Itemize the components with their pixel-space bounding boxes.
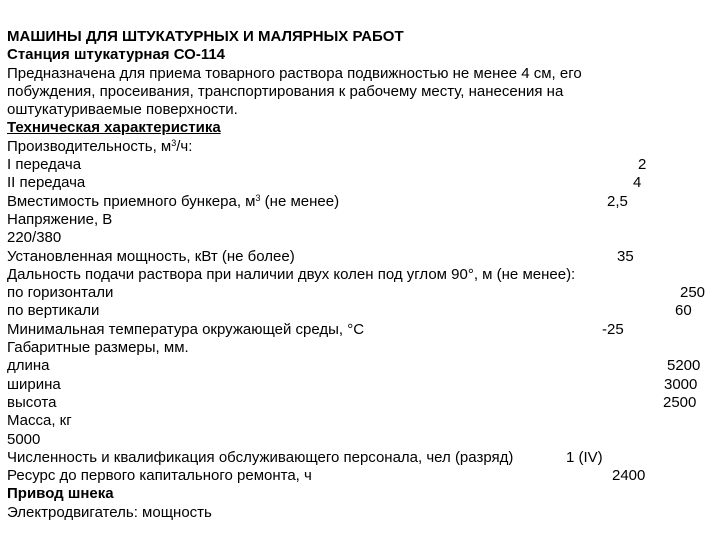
power-label: Установленная мощность, кВт (не более) xyxy=(7,247,295,265)
mass-value: 5000 xyxy=(7,430,41,448)
gear2-label: II передача xyxy=(7,174,86,192)
resource-row xyxy=(7,467,713,485)
distance-label: Дальность подачи раствора при наличии двух колен под углом 90°, м (не менее): xyxy=(7,265,576,283)
productivity-unit: /ч: xyxy=(176,137,193,155)
voltage-value: 220/380 xyxy=(7,229,62,247)
gear1-row xyxy=(7,156,713,174)
gear2-row xyxy=(7,174,713,192)
horizontal-label: по горизонтали xyxy=(7,284,114,302)
document-title: МАШИНЫ ДЛЯ ШТУКАТУРНЫХ И МАЛЯРНЫХ РАБОТ xyxy=(7,28,404,45)
motor-power-label: Электродвигатель: мощность xyxy=(7,503,212,521)
hopper-row xyxy=(7,193,713,211)
hopper-label-b: (не менее) xyxy=(260,192,340,210)
power-row xyxy=(7,248,713,266)
height-value: 2500 xyxy=(663,393,697,411)
spec-heading: Техническая характеристика xyxy=(7,119,221,137)
dimensions-label: Габаритные размеры, мм. xyxy=(7,339,189,357)
productivity-sup: 3 xyxy=(171,137,177,148)
hopper-label-a: Вместимость приемного бункера, м xyxy=(7,192,256,210)
auger-heading: Привод шнека xyxy=(7,485,114,503)
min-temp-row xyxy=(7,321,713,339)
gear1-value: 2 xyxy=(638,156,647,174)
document-subtitle: Станция штукатурная СО-114 xyxy=(7,46,226,64)
width-row xyxy=(7,376,713,394)
horizontal-value: 250 xyxy=(680,284,706,302)
staff-value: 1 (IV) xyxy=(566,448,603,466)
resource-value: 2400 xyxy=(612,467,646,485)
vertical-label: по вертикали xyxy=(7,302,100,320)
height-row xyxy=(7,394,713,412)
mass-label: Масса, кг xyxy=(7,412,72,430)
length-row xyxy=(7,357,713,375)
resource-label: Ресурс до первого капитального ремонта, ч xyxy=(7,467,312,485)
staff-row xyxy=(7,449,713,467)
gear1-label: I передача xyxy=(7,156,82,174)
purpose-line-2: побуждения, просеивания, транспортирования к рабочему месту, нанесения на xyxy=(7,82,564,100)
width-value: 3000 xyxy=(664,375,698,393)
min-temp-label: Минимальная температура окружающей среды, °С xyxy=(7,320,365,338)
hopper-value: 2,5 xyxy=(607,192,628,210)
vertical-value: 60 xyxy=(675,302,692,320)
voltage-label: Напряжение, В xyxy=(7,210,113,228)
length-value: 5200 xyxy=(667,357,701,375)
min-temp-value: -25 xyxy=(602,320,624,338)
horizontal-row xyxy=(7,284,713,302)
height-label: высота xyxy=(7,393,57,411)
width-label: ширина xyxy=(7,375,61,393)
length-label: длина xyxy=(7,357,50,375)
productivity-label: Производительность, м xyxy=(7,137,172,155)
document-body xyxy=(7,28,713,522)
hopper-sup: 3 xyxy=(255,192,261,203)
staff-label: Численность и квалификация обслуживающего персонала, чел (разряд) xyxy=(7,448,514,466)
gear2-value: 4 xyxy=(633,174,642,192)
vertical-row xyxy=(7,302,713,320)
purpose-line-3: оштукатуриваемые поверхности. xyxy=(7,101,238,119)
purpose-line-1: Предназначена для приема товарного раствора подвижностью не менее 4 см, его xyxy=(7,64,582,82)
power-value: 35 xyxy=(617,247,634,265)
productivity-row xyxy=(7,138,713,156)
